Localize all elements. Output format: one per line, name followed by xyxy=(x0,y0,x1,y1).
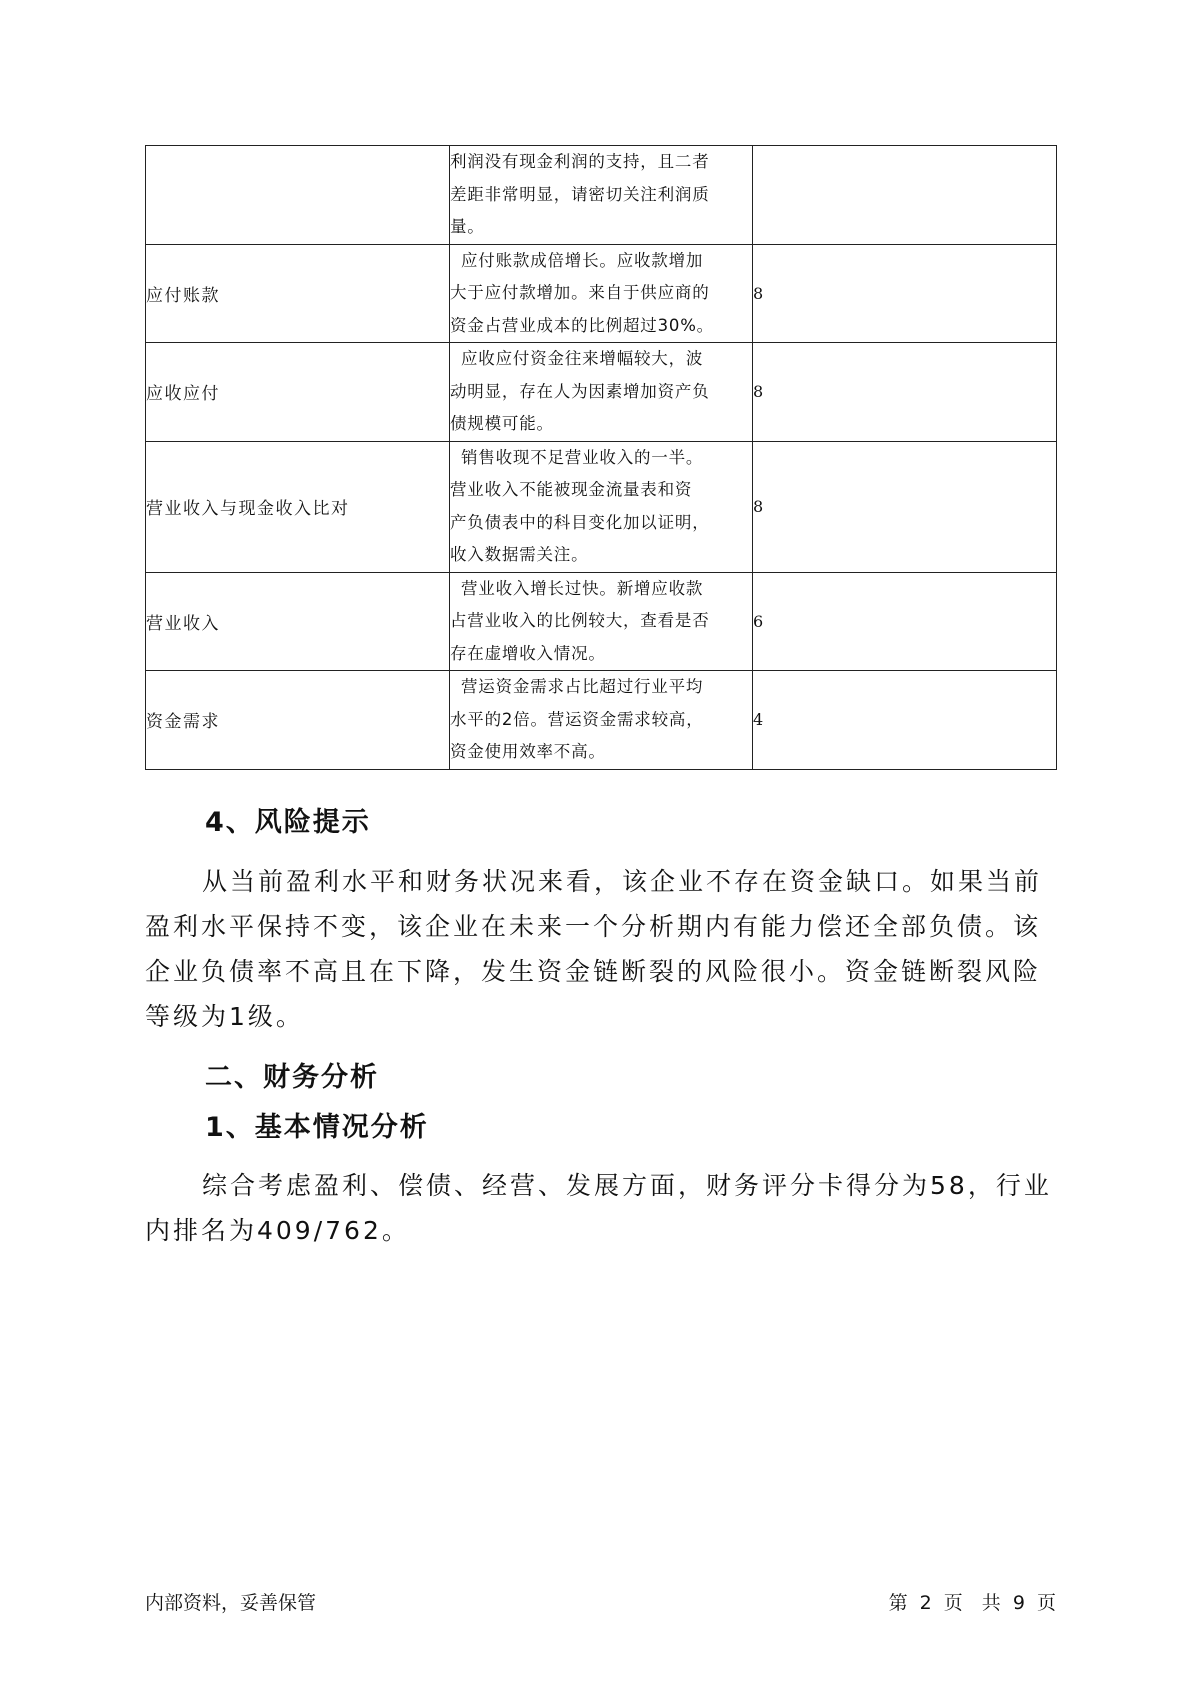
description-line: 利润没有现金利润的支持，且二者 xyxy=(450,152,710,171)
indicator-score-cell xyxy=(753,146,1057,245)
footer-confidential-note: 内部资料，妥善保管 xyxy=(145,1592,317,1614)
risk-warning-paragraph xyxy=(145,859,1056,1039)
indicator-description-cell xyxy=(450,146,753,245)
description-line: 大于应付款增加。来自于供应商的 xyxy=(450,283,710,302)
table-row xyxy=(146,441,1057,572)
description-line: 应付账款成倍增长。应收款增加 xyxy=(461,250,704,270)
indicator-score-cell: 8 xyxy=(753,343,1057,442)
page-suffix: 页 xyxy=(1036,1592,1056,1614)
description-line: 量。 xyxy=(450,217,485,236)
description-line: 产负债表中的科目变化加以证明， xyxy=(450,512,710,532)
indicator-score-cell: 6 xyxy=(753,572,1057,671)
description-line: 占营业收入的比例较大，查看是否 xyxy=(450,611,710,630)
page-separator: 页 共 xyxy=(943,1592,1001,1614)
paragraph-line: 等级为1级。 xyxy=(145,1002,304,1031)
indicator-description-cell xyxy=(450,244,753,343)
description-line: 营业收入增长过快。新增应收款 xyxy=(461,578,704,598)
description-line: 水平的2倍。营运资金需求较高， xyxy=(450,709,704,729)
description-line: 存在虚增收入情况。 xyxy=(450,643,606,663)
table-row xyxy=(146,343,1057,442)
financial-analysis-heading: 二、财务分析 xyxy=(205,1062,379,1093)
table-row xyxy=(146,572,1057,671)
page-prefix: 第 xyxy=(888,1592,908,1614)
description-line: 资金占营业成本的比例超过30%。 xyxy=(450,315,714,335)
indicator-description-cell xyxy=(450,572,753,671)
description-line: 资金使用效率不高。 xyxy=(450,742,606,761)
paragraph-line: 从当前盈利水平和财务状况来看，该企业不存在资金缺口。如果当前 xyxy=(202,867,1043,896)
indicator-name-cell: 营业收入 xyxy=(146,572,450,671)
paragraph-line: 内排名为409/762。 xyxy=(145,1216,410,1245)
risk-warning-heading: 4、风险提示 xyxy=(205,807,371,838)
indicator-score-cell: 4 xyxy=(753,671,1057,770)
indicator-description-cell xyxy=(450,671,753,770)
indicator-name-cell: 应付账款 xyxy=(146,244,450,343)
table-row xyxy=(146,671,1057,770)
description-line: 应收应付资金往来增幅较大，波 xyxy=(461,349,704,368)
table-row xyxy=(146,244,1057,343)
indicator-score-cell: 8 xyxy=(753,244,1057,343)
description-line: 动明显，存在人为因素增加资产负 xyxy=(450,381,710,401)
indicator-name-cell: 应收应付 xyxy=(146,343,450,442)
description-line: 销售收现不足营业收入的一半。 xyxy=(461,447,704,467)
indicator-description-cell xyxy=(450,441,753,572)
paragraph-line: 企业负债率不高且在下降，发生资金链断裂的风险很小。资金链断裂风险 xyxy=(145,957,1042,986)
footer-page-number xyxy=(883,1588,1056,1615)
description-line: 差距非常明显，请密切关注利润质 xyxy=(450,184,710,204)
description-line: 营运资金需求占比超过行业平均 xyxy=(461,677,704,696)
paragraph-line: 综合考虑盈利、偿债、经营、发展方面，财务评分卡得分为58，行业 xyxy=(202,1171,1052,1200)
description-line: 收入数据需关注。 xyxy=(450,545,589,564)
current-page: 2 xyxy=(919,1592,932,1614)
indicator-description-cell xyxy=(450,343,753,442)
indicator-score-cell: 8 xyxy=(753,441,1057,572)
paragraph-line: 盈利水平保持不变，该企业在未来一个分析期内有能力偿还全部负债。该 xyxy=(145,912,1042,941)
description-line: 债规模可能。 xyxy=(450,414,554,433)
description-line: 营业收入不能被现金流量表和资 xyxy=(450,480,693,499)
risk-indicator-table xyxy=(145,145,1057,770)
basic-analysis-paragraph xyxy=(145,1163,1056,1253)
basic-analysis-subheading: 1、基本情况分析 xyxy=(205,1112,429,1143)
indicator-name-cell: 资金需求 xyxy=(146,671,450,770)
indicator-name-cell: 营业收入与现金收入比对 xyxy=(146,441,450,572)
table-row xyxy=(146,146,1057,245)
indicator-name-cell xyxy=(146,146,450,245)
total-pages: 9 xyxy=(1012,1592,1025,1614)
